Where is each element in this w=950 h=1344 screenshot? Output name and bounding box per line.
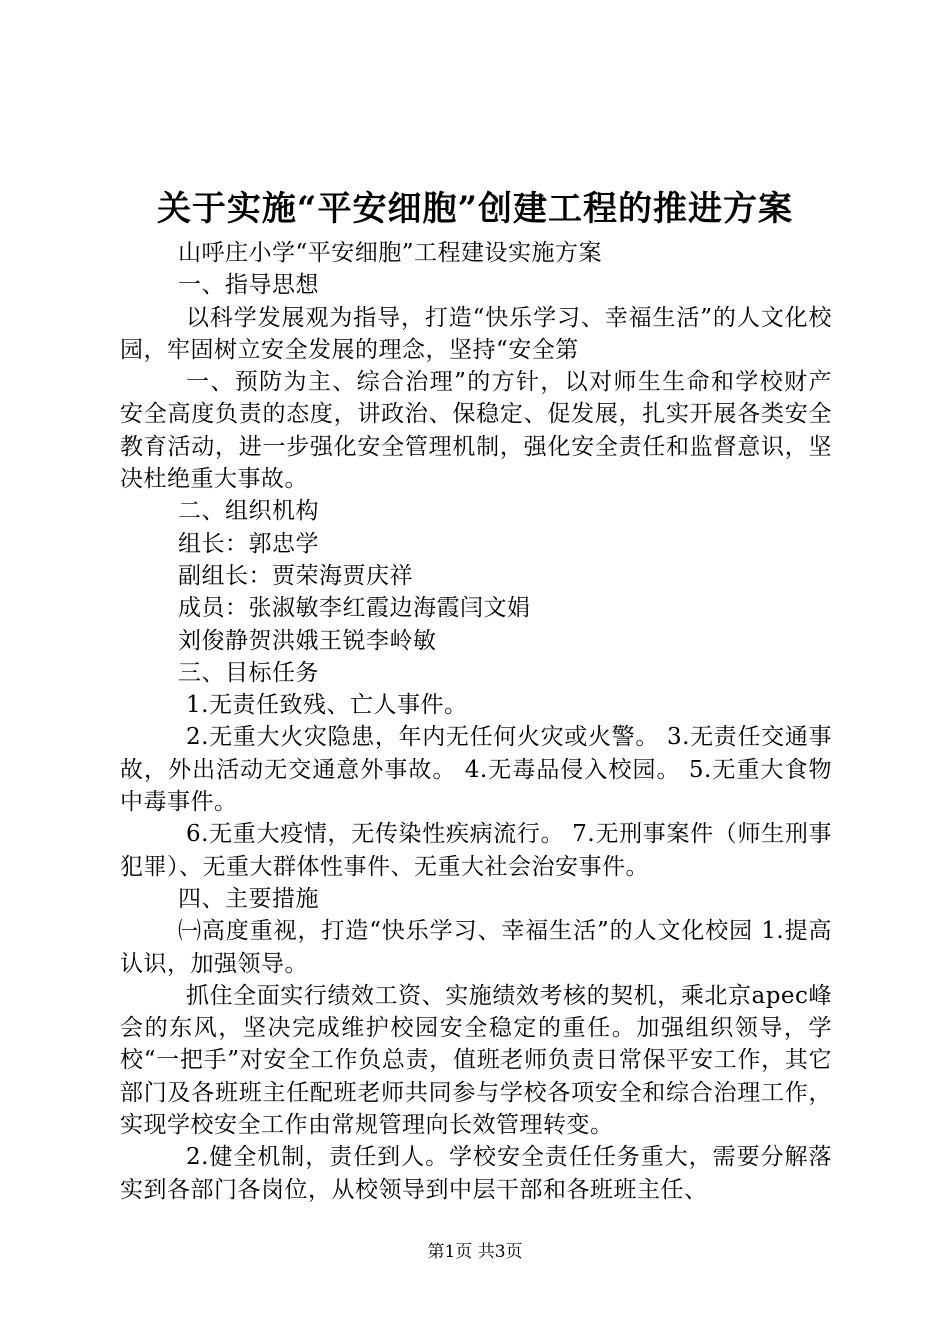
paragraph-goals-2-5: 2.无重大火灾隐患，年内无任何火灾或火警。 3.无责任交通事故，外出活动无交通意外事故。 4.无毒品侵入校园。 5.无重大食物中毒事件。 (120, 724, 832, 816)
page-footer: 第1页 共3页 (427, 1242, 523, 1262)
paragraph-goals-6-7: 6.无重大疫情，无传染性疾病流行。 7.无刑事案件（师生刑事犯罪）、无重大群体性事件、无重大社会治安事件。 (120, 821, 832, 880)
paragraph-subtitle: 山呼庄小学“平安细胞”工程建设实施方案 (178, 240, 603, 266)
paragraph-members-cont: 刘俊静贺洪娥王锐李岭敏 (178, 627, 437, 654)
document-body (120, 237, 832, 1206)
heading-goals: 三、目标任务 (178, 659, 319, 686)
heading-measures: 四、主要措施 (178, 885, 319, 912)
paragraph-measure-1-detail: 抓住全面实行绩效工资、实施绩效考核的契机，乘北京apec峰会的东风，坚决完成维护校园安全稳定的重任。加强组织领导，学校“一把手”对安全工作负总责，值班老师负责日常保平安工作，其它部门及各班班主任配班老师共同参与学校各项安全和综合治理工作，实现学校安全工作由常规管理向长效管理转变。 (120, 982, 832, 1139)
paragraph-measure-1: ㈠高度重视，打造“快乐学习、幸福生活”的人文化校园 1.提高认识，加强领导。 (120, 918, 832, 977)
document-title: 关于实施“平安细胞”创建工程的推进方案 (156, 189, 794, 229)
paragraph-guiding-ideology-cont: 一、预防为主、综合治理”的方针，以对师生生命和学校财产安全高度负责的态度，讲政治、保稳定、促发展，扎实开展各类安全教育活动，进一步强化安全管理机制，强化安全责任和监督意识，坚决杜绝重大事故。 (120, 369, 832, 493)
heading-organization: 二、组织机构 (178, 498, 319, 525)
heading-guiding-ideology: 一、指导思想 (178, 272, 319, 299)
paragraph-members: 成员：张淑敏李红霞边海霞闫文娟 (178, 595, 531, 622)
paragraph-deputy-leader: 副组长：贾荣海贾庆祥 (178, 562, 413, 589)
paragraph-measure-2: 2.健全机制，责任到人。学校安全责任任务重大，需要分解落实到各部门各岗位，从校领导到中层干部和各班班主任、 (120, 1144, 832, 1203)
paragraph-team-leader: 组长：郭忠学 (178, 530, 319, 557)
paragraph-goal-1: 1.无责任致残、亡人事件。 (186, 692, 468, 719)
paragraph-guiding-ideology: 以科学发展观为指导，打造“快乐学习、幸福生活”的人文化校园，牢固树立安全发展的理念，坚持“安全第 (120, 304, 832, 363)
